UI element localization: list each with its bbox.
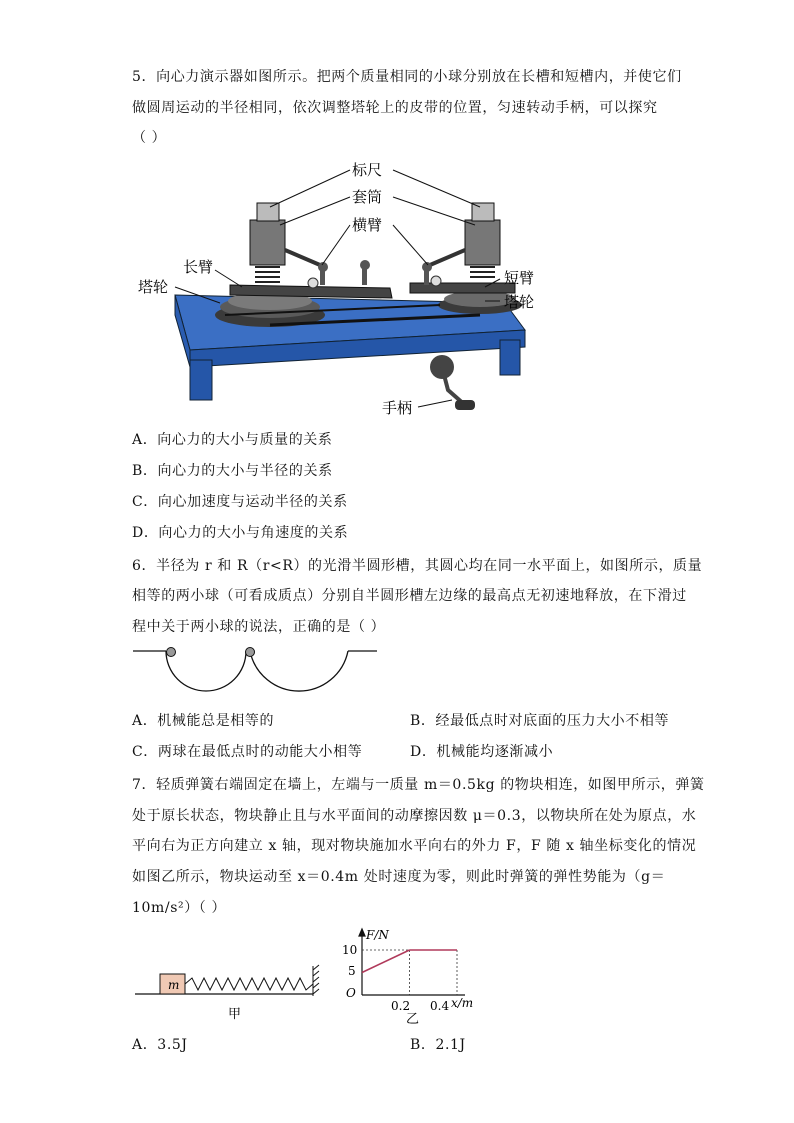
- label-short-arm: 短臂: [504, 269, 535, 287]
- q5-option-c: C．向心加速度与运动半径的关系: [132, 494, 348, 510]
- q6-stem-line1: 6．半径为 r 和 R（r<R）的光滑半圆形槽，其圆心均在同一水平面上，如图所示，质量: [132, 558, 703, 574]
- q7-stem-line2: 处于原长状态，物块静止且与水平面间的动摩擦因数 μ＝0.3，以物块所在处为原点，水: [132, 808, 697, 824]
- y-axis-label: F/N: [366, 928, 389, 942]
- x-axis-label: x/m: [451, 996, 474, 1010]
- y-axis-arrow: [359, 929, 365, 936]
- q5-stem-line1: 5．向心力演示器如图所示。把两个质量相同的小球分别放在长槽和短槽内，并使它们: [132, 69, 682, 85]
- spring-block-figure: [130, 960, 325, 1025]
- xtick-0.4: 0.4: [430, 999, 450, 1013]
- q5-stem-line3: （ ）: [132, 130, 167, 146]
- label-ruler: 标尺: [352, 161, 383, 179]
- force-line-segment-0: [362, 950, 410, 973]
- q6-option-b: B．经最低点时对底面的压力大小不相等: [410, 713, 670, 729]
- q7-stem-line1: 7．轻质弹簧右端固定在墙上，左端与一质量 m＝0.5kg 的物块相连，如图甲所示，弹簧: [132, 777, 705, 793]
- centripetal-force-apparatus-figure: [130, 155, 590, 420]
- q6-option-d: D．机械能均逐渐减小: [410, 744, 554, 760]
- label-handle: 手柄: [382, 399, 413, 417]
- force-position-graph: [340, 925, 480, 1025]
- figure-b-caption: 乙: [406, 1012, 420, 1025]
- ytick-10: 10: [342, 943, 358, 957]
- q5-option-d: D．向心力的大小与角速度的关系: [132, 525, 349, 541]
- semicircular-grooves-figure: [130, 643, 380, 713]
- ytick-5: 5: [348, 964, 356, 978]
- q7-stem-line5: 10m/s²）（ ）: [132, 900, 227, 916]
- figure-a-caption: 甲: [228, 1007, 242, 1022]
- q5-stem-line2: 做圆周运动的半径相同，依次调整塔轮上的皮带的位置，匀速转动手柄，可以探究: [132, 100, 658, 116]
- q7-stem-line4: 如图乙所示，物块运动至 x＝0.4m 处时速度为零，则此时弹簧的弹性势能为（g＝: [132, 869, 666, 885]
- q6-stem-line2: 相等的两小球（可看成质点）分别自半圆形槽左边缘的最高点无初速地释放，在下滑过: [132, 588, 687, 604]
- origin-label: O: [346, 986, 356, 1000]
- q6-option-a: A．机械能总是相等的: [132, 713, 275, 729]
- label-sleeve: 套筒: [352, 188, 383, 206]
- q7-option-b: B．2.1J: [410, 1037, 466, 1053]
- q5-option-b: B．向心力的大小与半径的关系: [132, 463, 333, 479]
- xtick-0.2: 0.2: [391, 999, 411, 1013]
- q6-stem-line3: 程中关于两小球的说法，正确的是（ ）: [132, 619, 386, 635]
- label-pulley-right: 塔轮: [504, 293, 535, 311]
- q6-option-c: C．两球在最低点时的动能大小相等: [132, 744, 363, 760]
- block-mass-label: m: [168, 978, 180, 992]
- q7-option-a: A．3.5J: [132, 1037, 188, 1053]
- label-pulley-left: 塔轮: [138, 278, 169, 296]
- q5-option-a: A．向心力的大小与质量的关系: [132, 432, 333, 448]
- q7-stem-line3: 平向右为正方向建立 x 轴，现对物块施加水平向右的外力 F，F 随 x 轴坐标变化的情况: [132, 838, 697, 854]
- label-crossarm: 横臂: [352, 216, 383, 234]
- label-long-arm: 长臂: [183, 258, 214, 276]
